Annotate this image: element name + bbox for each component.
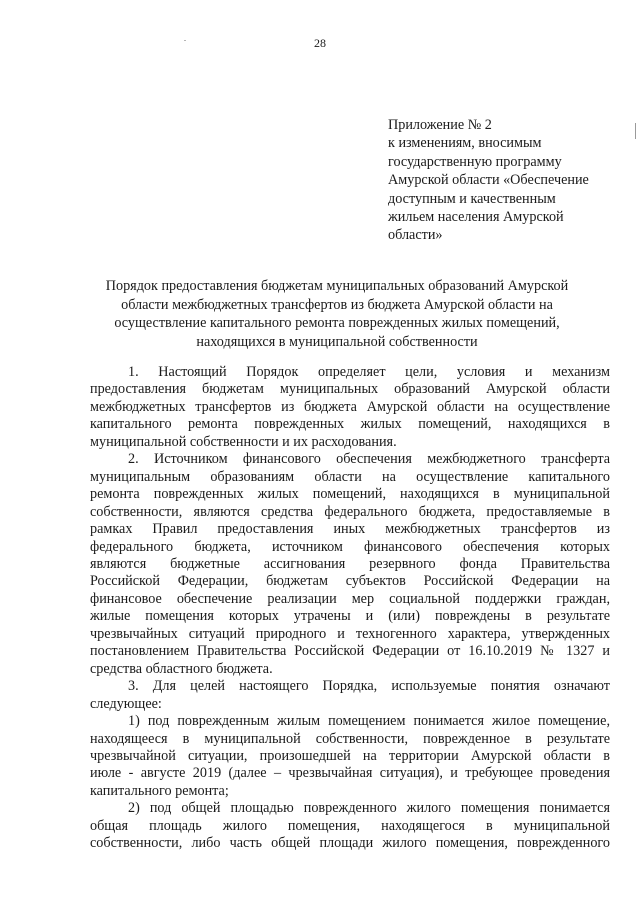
title-line: Порядок предоставления бюджетам муниципальных образований Амурской (105, 278, 569, 294)
body-line: средства областного бюджета. (90, 660, 273, 677)
appendix-line: Амурской области «Обеспечение (388, 172, 589, 189)
body-line: 2) под общей площадью поврежденного жилого помещения понимается (128, 800, 610, 817)
body-line: предоставления бюджетам муниципальных образований Амурской области (90, 381, 610, 398)
body-line: находящееся в муниципальной собственности, поврежденное в результате (90, 730, 610, 747)
body-line: капитального ремонта поврежденных жилых помещений, находящихся в (90, 416, 610, 433)
body-line: муниципальной собственности и их расходования. (90, 433, 397, 450)
title-line: находящихся в муниципальной собственности (196, 333, 478, 350)
body-line: Российской Федерации, бюджетам субъектов Российской Федерации на (90, 573, 610, 590)
page-number: 28 (314, 36, 326, 50)
body-line: федерального бюджета, источником финансового обеспечения которых (90, 538, 610, 555)
body-line: следующее: (90, 695, 162, 712)
body-line: межбюджетных трансфертов из бюджета Амурской области на осуществление (90, 398, 610, 415)
document-title (72, 277, 602, 351)
body-line: собственности, являются средства федерального бюджета, предоставляемые в (90, 503, 610, 520)
body-line: 2. Источником финансового обеспечения межбюджетного трансферта (128, 451, 610, 468)
body-line: общая площадь жилого помещения, находящегося в муниципальной (90, 817, 610, 834)
appendix-line: доступным и качественным (388, 190, 556, 207)
body-line: чрезвычайной ситуации, произошедшей на территории Амурской области в (90, 747, 610, 764)
title-line: области межбюджетных трансфертов из бюджета Амурской области на (121, 296, 553, 313)
scan-artifact (184, 40, 186, 41)
appendix-block (388, 116, 618, 245)
body-line: чрезвычайных ситуаций природного и техногенного характера, утвержденных (90, 625, 610, 642)
appendix-line: жильем населения Амурской (388, 209, 564, 226)
document-body (90, 364, 610, 853)
body-line: 3. Для целей настоящего Порядка, используемые понятия означают (128, 678, 610, 695)
body-line: постановлением Правительства Российской Федерации от 16.10.2019 № 1327 и (90, 643, 610, 660)
appendix-line: государственную программу (388, 153, 562, 170)
body-line: рамках Правил предоставления иных межбюджетных трансфертов из (90, 521, 610, 538)
body-line: муниципальным образованиям области на осуществление капитального (90, 468, 610, 485)
body-line: собственности, либо часть общей площади жилого помещения, поврежденного (90, 835, 610, 852)
scan-edge-mark (635, 123, 636, 139)
body-line: финансовое обеспечение реализации мер социальной поддержки граждан, (90, 590, 610, 607)
title-line: осуществление капитального ремонта поврежденных жилых помещений, (114, 315, 560, 332)
body-line: являются бюджетные ассигнования резервного фонда Правительства (90, 555, 610, 572)
body-line: капитального ремонта; (90, 782, 229, 799)
body-line: жилые помещения которых утрачены и (или) повреждены в результате (90, 608, 610, 625)
appendix-line: к изменениям, вносимым (388, 135, 542, 152)
body-line: 1. Настоящий Порядок определяет цели, условия и механизм (128, 364, 610, 380)
body-line: ремонта поврежденных жилых помещений, находящихся в муниципальной (90, 486, 610, 503)
appendix-line: Приложение № 2 (388, 117, 492, 133)
body-line: июле - августе 2019 (далее – чрезвычайная ситуация), и требующее проведения (90, 765, 610, 782)
appendix-line: области» (388, 227, 443, 244)
body-line: 1) под поврежденным жилым помещением понимается жилое помещение, (128, 713, 610, 730)
